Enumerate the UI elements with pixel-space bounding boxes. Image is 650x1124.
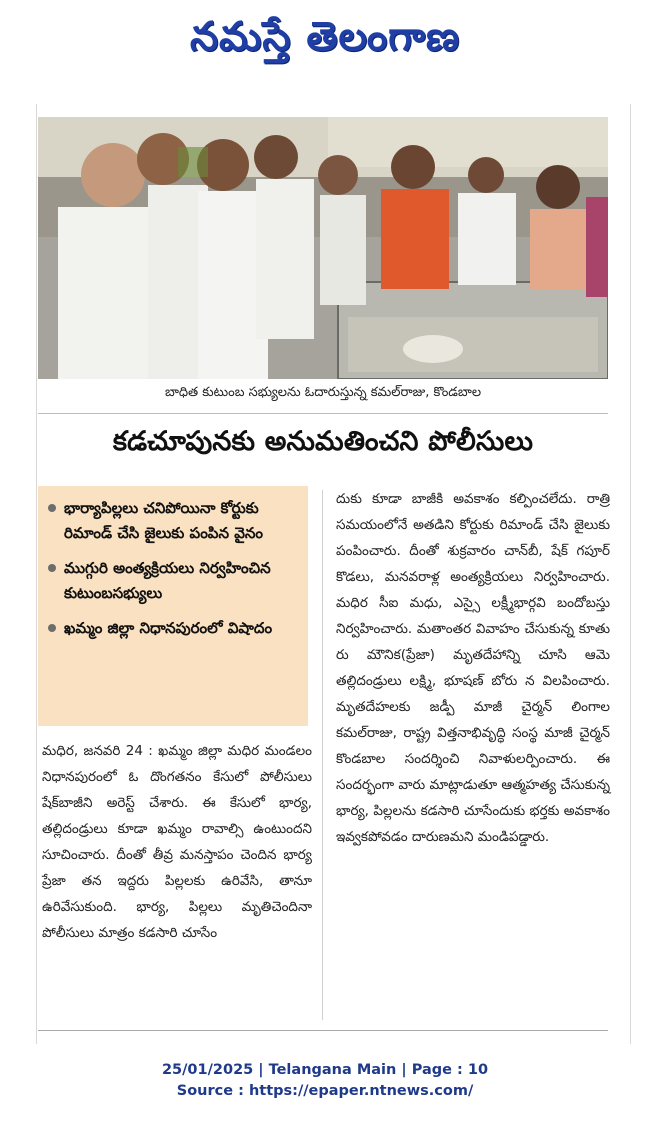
highlights-box: [38, 486, 308, 726]
bullet-icon: [48, 504, 56, 512]
photo-caption: బాధిత కుటుంబ సభ్యులను ఓదారుస్తున్న కమల్‌రాజు, కొండబాల: [164, 385, 482, 400]
news-photo: [38, 117, 608, 379]
bullet-icon: [48, 624, 56, 632]
divider: [38, 1030, 608, 1031]
footer-source-link[interactable]: Source : https://epaper.ntnews.com/: [176, 1083, 474, 1099]
page-border-right: [630, 104, 631, 1044]
divider: [38, 413, 608, 414]
highlight-item: ముగ్గురి అంత్యక్రియలు నిర్వహించిన కుటుంబసభ్యులు: [48, 556, 298, 606]
article-headline: కడచూపునకు అనుమతించని పోలీసులు: [112, 426, 534, 457]
bullet-icon: [48, 564, 56, 572]
highlight-item: ఖమ్మం జిల్లా నిధానపురంలో విషాదం: [48, 616, 298, 641]
page-footer: [0, 1060, 650, 1102]
page-border-left: [36, 104, 37, 1044]
newspaper-logo: నమస్తే తెలంగాణ: [189, 14, 461, 60]
footer-edition-info: 25/01/2025 | Telangana Main | Page : 10: [161, 1062, 489, 1078]
column-divider: [322, 490, 323, 1020]
article-body-right: దుకు కూడా బాజీకి అవకాశం కల్పించలేదు. రాత్రి సమయంలోనే అతడిని కోర్టుకు రిమాండ్ చేసి జైలుకు పంపించారు. దీంతో శుక్రవారం చాన్‌బీ, షేక్ గపూర్ కొడలు, మనవరాళ్ల అంత్యక్రియలు నిర్వహించారు. మధిర సీఐ మధు, ఎస్సై లక్ష్మీభార్గవి బందోబస్తు నిర్వహించారు. మతాంతర వివాహం చేసుకున్న కూతు రు మౌనిక(ప్రేజా) మృతదేహాన్ని చూసి ఆమె తల్లిదండ్రులు లక్ష్మి, భూషణ్ బోరు న విలపించారు. మృతదేహలకు జడ్పీ మాజీ చైర్మన్ లింగాల కమల్‌రాజు, రాష్ట్ర విత్తనాభివృద్ధి సంస్థ మాజీ చైర్మన్ కొండబాల సందర్శించి నివాళులర్పించారు. ఈ సందర్భంగా వారు మాట్లాడుతూ ఆత్మహత్య చేసుకున్న భార్య, పిల్లలను కడసారి చూసేందుకు భర్తకు అవకాశం ఇవ్వకపోవడం దారుణమని మండిపడ్డారు.: [336, 491, 610, 845]
article-body-left: మధిర, జనవరి 24 : ఖమ్మం జిల్లా మధిర మండలం నిధానపురంలో ఓ దొంగతనం కేసులో పోలీసులు షేక్‌బాజీని అరెస్ట్ చేశారు. ఈ కేసులో భార్య, తల్లిదండ్రులు కూడా ఖమ్మం రావాల్సి ఉంటుందని సూచించారు. దీంతో తీవ్ర మనస్తాపం చెందిన భార్య ప్రేజా తన ఇద్దరు పిల్లలకు ఉరివేసి, తానూ ఉరివేసుకుంది. భార్య, పిల్లలు మృతిచెందినా పోలీసులు మాత్రం కడసారి చూసేం: [42, 743, 312, 941]
highlight-item: భార్యాపిల్లలు చనిపోయినా కోర్టుకు రిమాండ్ చేసి జైలుకు పంపిన వైనం: [48, 496, 298, 546]
masthead: [0, 0, 650, 84]
